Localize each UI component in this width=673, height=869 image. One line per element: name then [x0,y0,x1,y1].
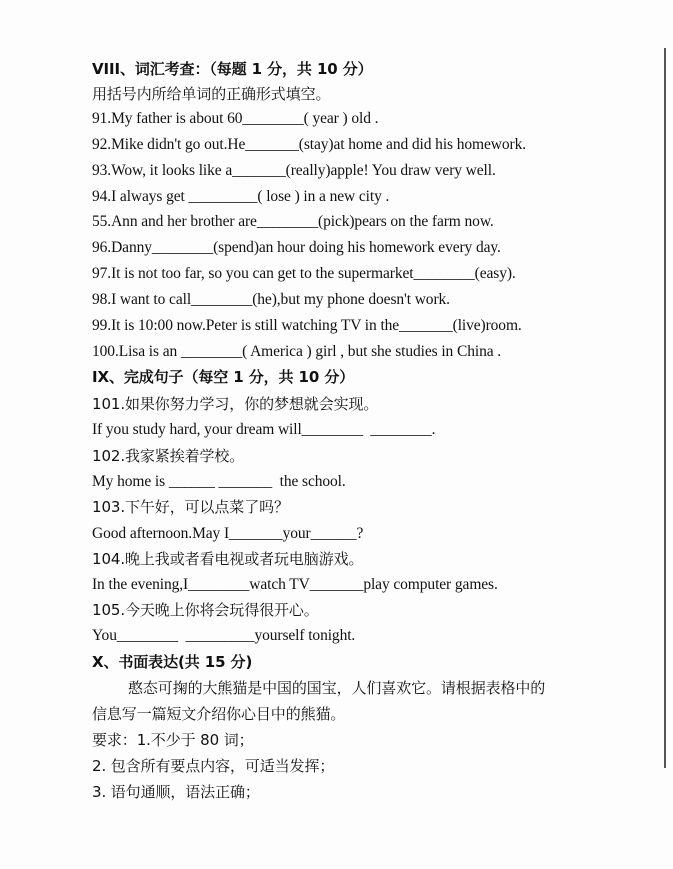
question-104-chinese: 104.晚上我或者看电视或者玩电脑游戏。 [92,550,364,568]
question-93: 93.Wow, it looks like a_______(really)apple! You draw very well. [92,162,496,179]
writing-requirement-3: 3. 语句通顺，语法正确； [92,783,260,801]
question-99: 99.It is 10:00 now.Peter is still watching TV in the_______(live)room. [92,317,522,334]
question-101-chinese: 101.如果你努力学习，你的梦想就会实现。 [92,395,379,413]
section-viii-heading: VIII、词汇考查：（每题 1 分，共 10 分） [92,60,373,78]
writing-requirement-1: 要求：1.不少于 80 词； [92,731,254,749]
question-102-chinese: 102.我家紧挨着学校。 [92,447,245,465]
writing-prompt-line-2: 信息写一篇短文介绍你心目中的熊猫。 [92,705,346,723]
question-103-chinese: 103.下午好，可以点菜了吗？ [92,498,289,516]
question-103-english: Good afternoon.May I_______your______? [92,525,364,542]
question-105-chinese: 105.今天晚上你将会玩得很开心。 [92,601,319,619]
question-91: 91.My father is about 60________( year ) old . [92,110,379,127]
question-94: 94.I always get _________( lose ) in a new city . [92,188,390,205]
writing-requirement-2: 2. 包含所有要点内容，可适当发挥； [92,757,335,775]
question-100: 100.Lisa is an ________( America ) girl , but she studies in China . [92,343,502,360]
section-x-heading: X、书面表达(共 15 分) [92,653,253,671]
writing-prompt-line-1: 憨态可掬的大熊猫是中国的国宝，人们喜欢它。请根据表格中的 [128,679,546,697]
page-edge-rule [664,48,666,768]
question-92: 92.Mike didn't go out.He_______(stay)at home and did his homework. [92,136,527,153]
question-96: 96.Danny________(spend)an hour doing his homework every day. [92,239,501,256]
question-95: 55.Ann and her brother are________(pick)pears on the farm now. [92,213,494,230]
question-104-english: In the evening,I________watch TV_______play computer games. [92,576,498,593]
section-viii-instruction: 用括号内所给单词的正确形式填空。 [92,85,331,103]
question-98: 98.I want to call________(he),but my phone doesn't work. [92,291,450,308]
section-ix-heading: IX、完成句子（每空 1 分，共 10 分） [92,368,355,386]
question-105-english: You________ _________yourself tonight. [92,627,356,644]
question-102-english: My home is ______ _______ the school. [92,473,346,490]
question-101-english: If you study hard, your dream will________ ________. [92,421,436,438]
question-97: 97.It is not too far, so you can get to the supermarket________(easy). [92,265,516,282]
